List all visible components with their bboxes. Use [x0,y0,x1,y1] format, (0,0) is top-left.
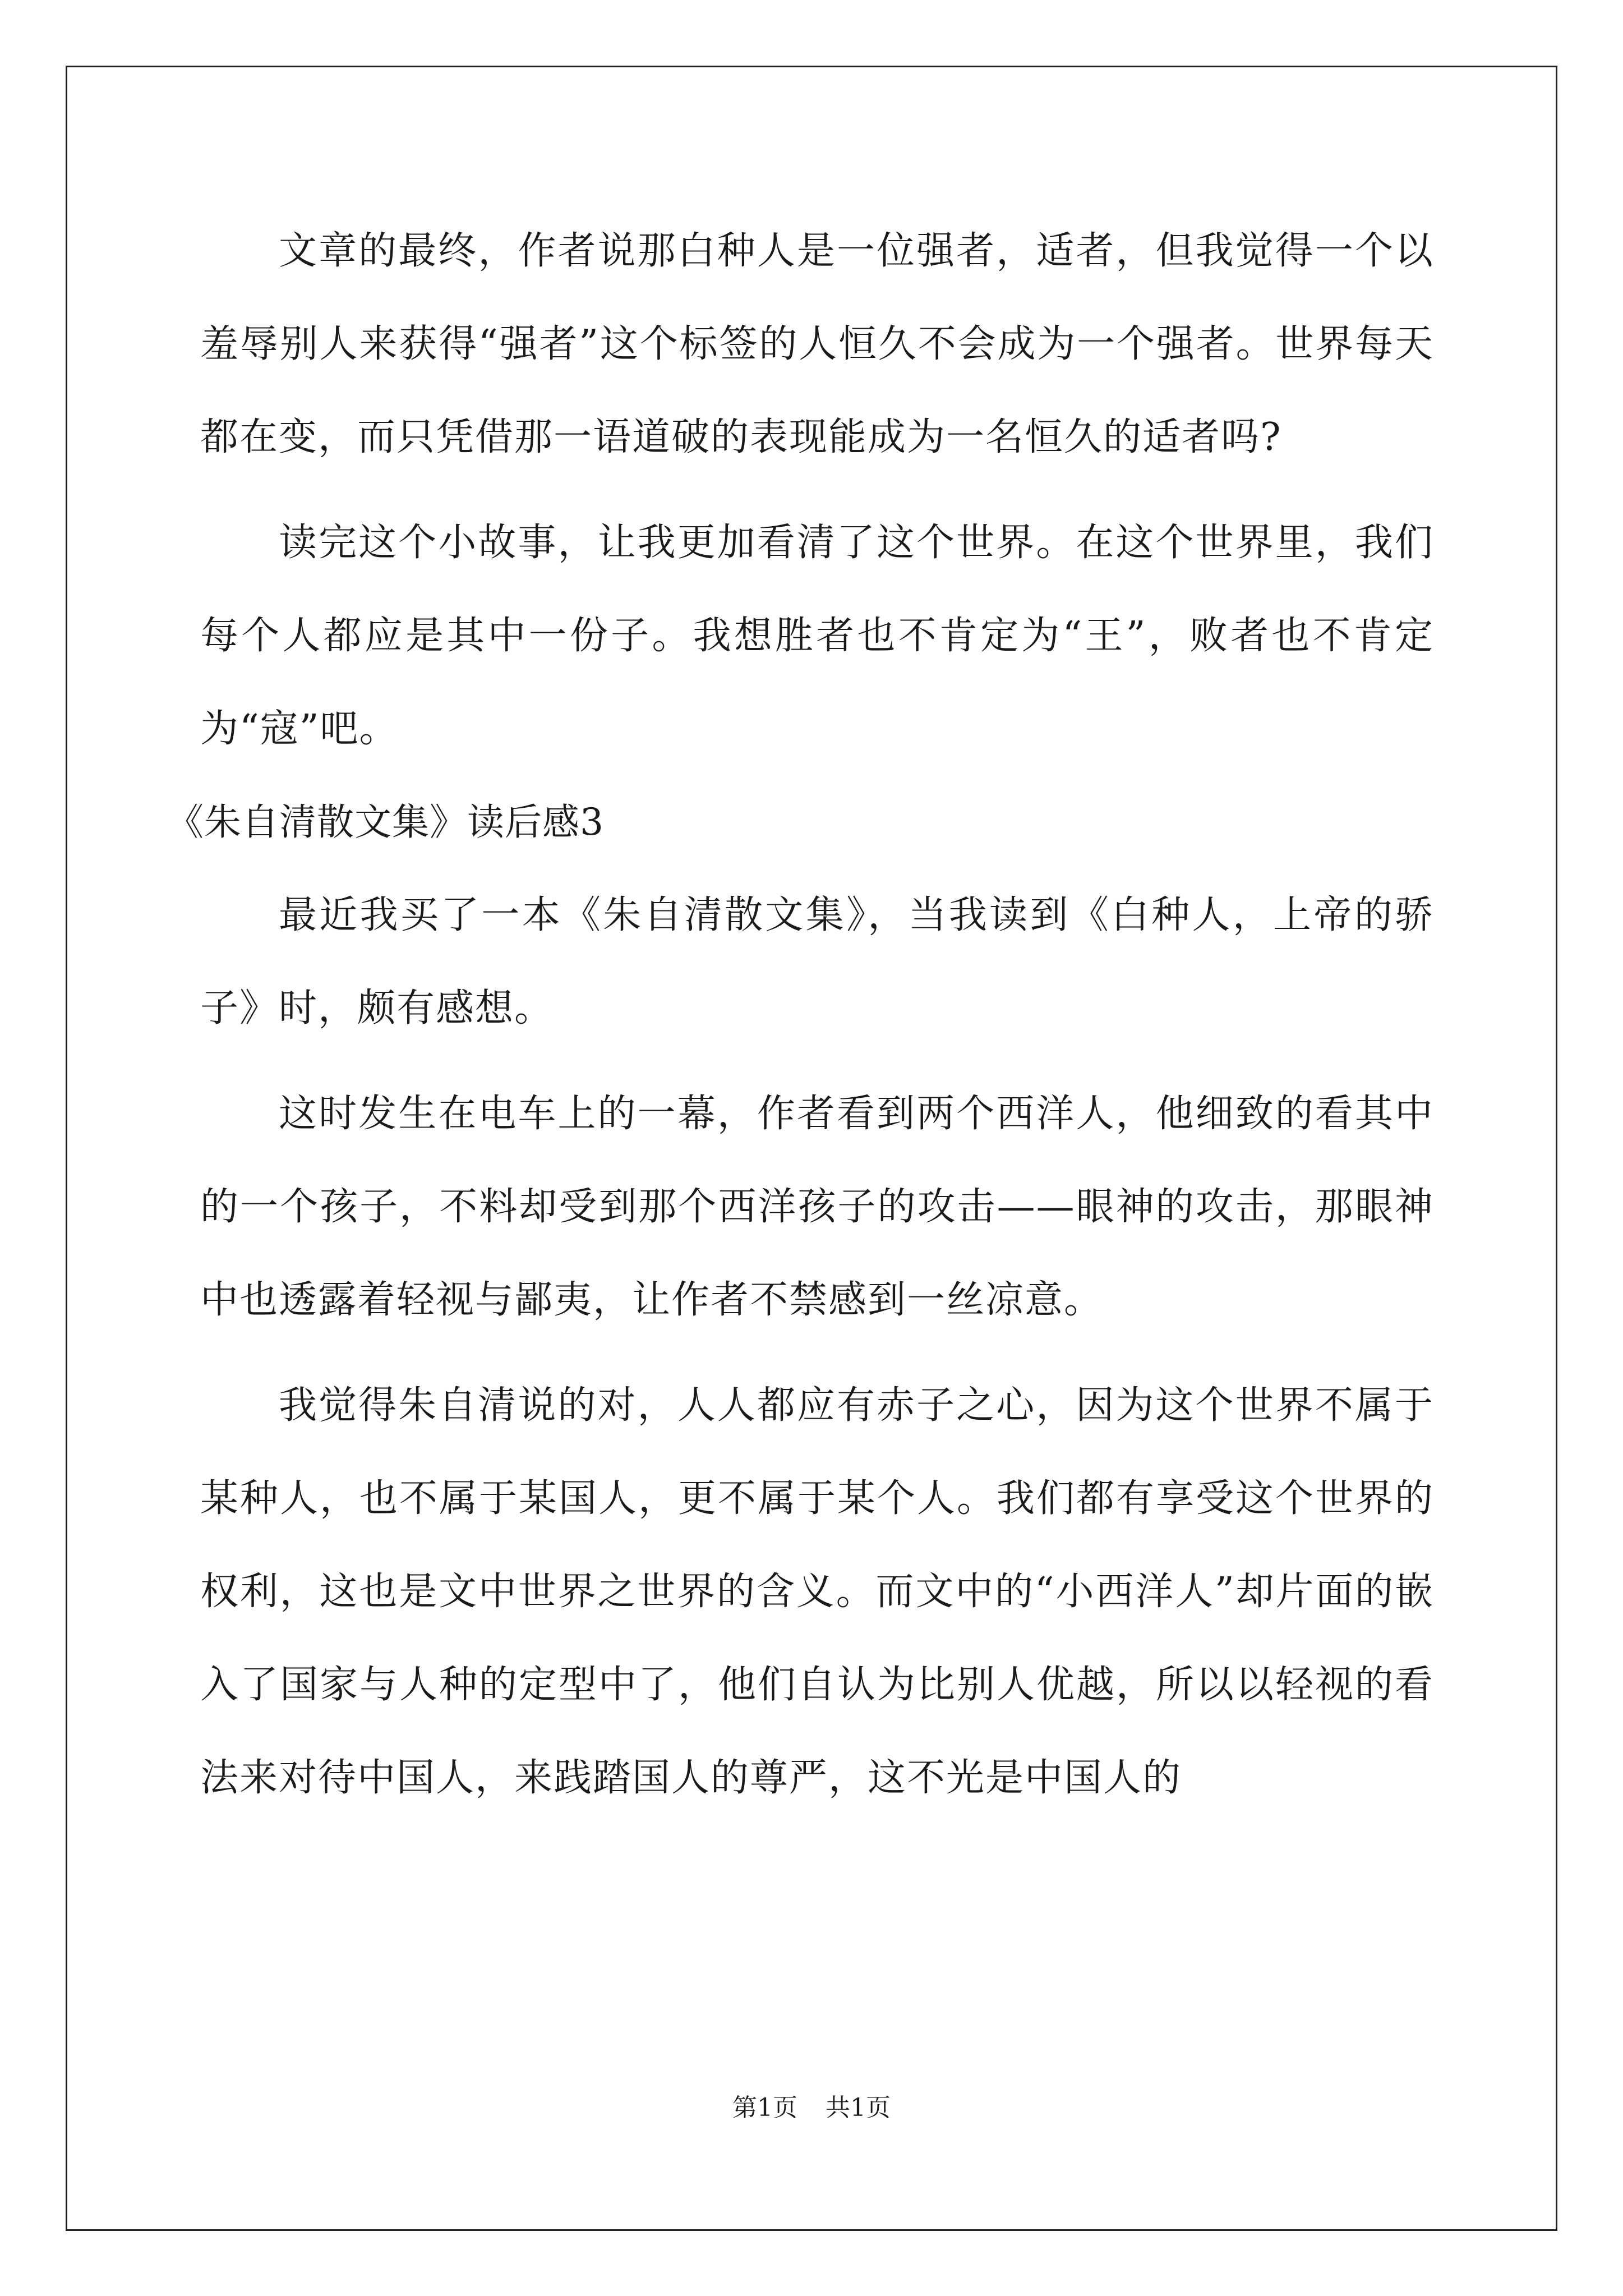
document-body [167,205,1434,1825]
paragraph: 文章的最终，作者说那白种人是一位强者，适者，但我觉得一个以羞辱别人来获得“强者”这个标签的人恒久不会成为一个强者。世界每天都在变，而只凭借那一语道破的表现能成为一名恒久的适者吗? [200,229,1434,459]
section-heading: 《朱自清散文集》读后感3 [167,800,604,844]
page-total: 共1页 [826,2093,891,2122]
paragraph: 最近我买了一本《朱自清散文集》，当我读到《白种人，上帝的骄子》时，颇有感想。 [200,893,1434,1030]
page-number: 第1页 [732,2093,797,2122]
page-footer [0,2091,1623,2125]
paragraph: 我觉得朱自清说的对，人人都应有赤子之心，因为这个世界不属于某种人，也不属于某国人，更不属于某个人。我们都有享受这个世界的权利，这也是文中世界之世界的含义。而文中的“小西洋人”却片面的嵌入了国家与人种的定型中了，他们自认为比别人优越，所以以轻视的看法来对待中国人，来践踏国人的尊严，这不光是中国人的 [200,1383,1434,1800]
paragraph: 这时发生在电车上的一幕，作者看到两个西洋人，他细致的看其中的一个孩子，不料却受到那个西洋孩子的攻击——眼神的攻击，那眼神中也透露着轻视与鄙夷，让作者不禁感到一丝凉意。 [200,1092,1434,1322]
paragraph: 读完这个小故事，让我更加看清了这个世界。在这个世界里，我们每个人都应是其中一份子。我想胜者也不肯定为“王”，败者也不肯定为“寇”吧。 [200,521,1434,751]
